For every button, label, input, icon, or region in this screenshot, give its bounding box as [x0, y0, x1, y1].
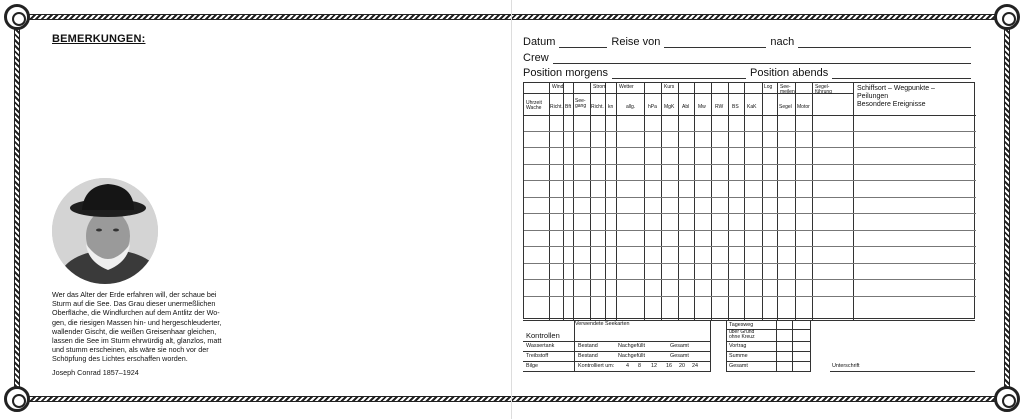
wassertank-bestand: Bestand	[578, 343, 598, 349]
header-line-1	[523, 36, 975, 48]
quote-author: Joseph Conrad 1857–1924	[52, 368, 139, 377]
kak-header: KaK	[747, 104, 757, 110]
notes-header: Schiffsort – Wegpunkte – Peilungen Besondere Ereignisse	[857, 85, 935, 108]
seegang-header: See- gang	[575, 98, 587, 110]
reise-von-label: Reise von	[611, 36, 661, 48]
treibstoff-bestand: Bestand	[578, 353, 598, 359]
quote-line: und stumm erscheinen, als wäre sie noch vor der	[52, 345, 209, 355]
hour-16: 16	[666, 363, 672, 369]
mw-header: Mw	[698, 104, 706, 110]
kontrollen-label: Kontrollen	[526, 331, 560, 340]
unterschrift-label: Unterschrift	[832, 363, 860, 369]
reise-von-field[interactable]	[664, 37, 766, 48]
segelfuehrung-header: Segel- führung	[815, 84, 832, 96]
log-header: Log	[764, 84, 773, 90]
knot-top-left-icon	[4, 4, 30, 30]
wind-header: Wind	[552, 84, 564, 90]
wind-richt-header: Richt.	[550, 104, 563, 110]
nach-label: nach	[770, 36, 795, 48]
summe-label: Summe	[729, 353, 748, 359]
strom-header: Strom	[593, 84, 607, 90]
kontrolliert-um-label: Kontrolliert um:	[578, 363, 615, 369]
vortrag-label: Vortrag	[729, 343, 747, 349]
knot-bottom-left-icon	[4, 386, 30, 412]
bilge-label: Bilge	[526, 363, 538, 369]
treibstoff-label: Treibstoff	[526, 353, 549, 359]
datum-label: Datum	[523, 36, 556, 48]
verwendete-seekarten-label: Verwendete Seekarten	[575, 321, 630, 327]
position-morgens-field[interactable]	[612, 68, 746, 79]
rope-border-bottom	[22, 396, 1010, 402]
remarks-title: BEMERKUNGEN:	[52, 33, 146, 45]
wassertank-gesamt: Gesamt	[670, 343, 689, 349]
treibstoff-nachgefuellt: Nachgefüllt	[618, 353, 645, 359]
wetter-header: Wetter	[619, 84, 634, 90]
hour-8: 8	[638, 363, 641, 369]
quote-line: Schöpfung des Lichtes erschaffen worden.	[52, 354, 188, 364]
datum-field[interactable]	[559, 37, 607, 48]
hpa-header: hPa	[648, 104, 657, 110]
knot-top-right-icon	[994, 4, 1020, 30]
quote-line: gen, die riesigen Massen hin- und hergeschleuderter,	[52, 317, 222, 327]
bs-header: BS	[732, 104, 739, 110]
portrait-joseph-conrad	[52, 178, 158, 284]
knot-bottom-right-icon	[994, 386, 1020, 412]
seemeilen-header: See- meilen	[780, 84, 795, 96]
ueber-grund-label: über Grund ohne Kreuz	[729, 329, 755, 341]
wassertank-label: Wassertank	[526, 343, 555, 349]
quote-line: wallender Gischt, die weißen Greisenhaar gleichen,	[52, 326, 217, 336]
kurs-header: Kurs	[664, 84, 675, 90]
position-morgens-label: Position morgens	[523, 67, 608, 79]
crew-field[interactable]	[553, 53, 971, 64]
rope-border-left	[14, 22, 20, 398]
page-spine	[511, 0, 512, 419]
rope-border-right	[1004, 22, 1010, 398]
treibstoff-gesamt: Gesamt	[670, 353, 689, 359]
crew-label: Crew	[523, 52, 549, 64]
quote-line: Oberfläche, die Windfurchen auf dem Antlitz der Wo-	[52, 308, 220, 318]
gesamt-right-label: Gesamt	[729, 363, 748, 369]
header-line-3	[523, 67, 975, 79]
tagesweg-label: Tagesweg	[729, 322, 754, 328]
hour-4: 4	[626, 363, 629, 369]
conrad-quote	[52, 290, 242, 364]
rw-header: RW	[715, 104, 724, 110]
hour-24: 24	[692, 363, 698, 369]
wassertank-nachgefuellt: Nachgefüllt	[618, 343, 645, 349]
allg-header: allg.	[626, 104, 636, 110]
quote-line: Sturm auf die See. Das Grau dieser unermeßlichen	[52, 299, 216, 309]
kn-header: kn	[608, 104, 614, 110]
rope-border-top	[22, 14, 1010, 20]
nach-field[interactable]	[798, 37, 971, 48]
position-abends-field[interactable]	[832, 68, 971, 79]
hour-20: 20	[679, 363, 685, 369]
logbook-grid[interactable]	[523, 82, 975, 319]
abl-header: Abl	[682, 104, 690, 110]
uhrzeit-header: Uhrzeit Wache	[526, 100, 542, 112]
bft-header: Bft	[565, 104, 572, 110]
segel-header: Segel	[779, 104, 792, 110]
motor-header: Motor	[797, 104, 810, 110]
strom-richt-header: Richt.	[591, 104, 604, 110]
header-line-2	[523, 52, 975, 64]
quote-line: Wer das Alter der Erde erfahren will, der schaue bei	[52, 290, 217, 299]
position-abends-label: Position abends	[750, 67, 829, 79]
hour-12: 12	[651, 363, 657, 369]
mgk-header: MgK	[664, 104, 675, 110]
quote-line: lassen die See im Sturm ehrwürdig alt, glanzlos, matt	[52, 336, 222, 346]
